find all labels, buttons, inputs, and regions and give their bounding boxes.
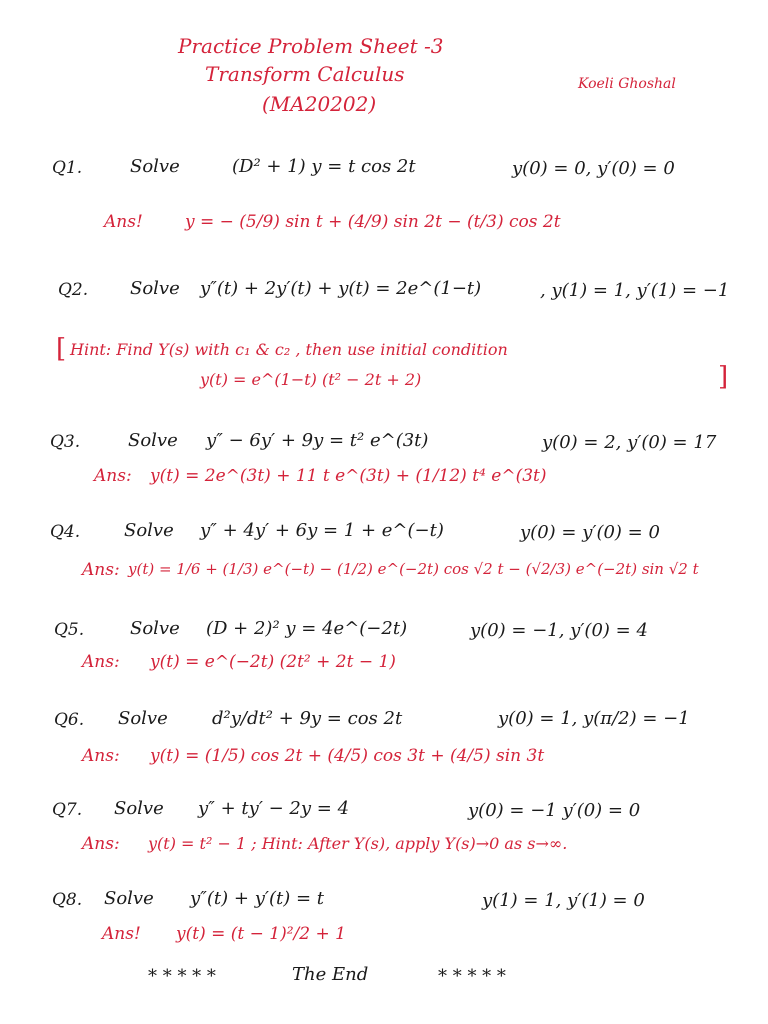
q2-hint-line1: Hint: Find Y(s) with c₁ & c₂ , then use initial condition xyxy=(70,340,508,359)
q7-equation: y″ + ty′ − 2y = 4 xyxy=(198,798,350,819)
q5-answer: y(t) = e^(−2t) (2t² + 2t − 1) xyxy=(150,652,396,672)
q5-equation: (D + 2)² y = 4e^(−2t) xyxy=(206,618,408,639)
q2-label: Q2. xyxy=(58,280,89,300)
q3-answer: y(t) = 2e^(3t) + 11 t e^(3t) + (1/12) t⁴ e^(3t) xyxy=(150,466,547,486)
q8-conditions: y(1) = 1, y′(1) = 0 xyxy=(482,890,645,911)
q4-verb: Solve xyxy=(124,520,174,541)
q6-equation: d²y/dt² + 9y = cos 2t xyxy=(212,708,403,729)
q4-answer: y(t) = 1/6 + (1/3) e^(−t) − (1/2) e^(−2t) cos √2 t − (√2/3) e^(−2t) sin √2 t xyxy=(128,560,699,578)
q6-label: Q6. xyxy=(54,710,85,730)
q8-answer-label: Ans! xyxy=(102,924,141,944)
q1-label: Q1. xyxy=(52,158,83,178)
author-name: Koeli Ghoshal xyxy=(578,76,676,92)
q5-conditions: y(0) = −1, y′(0) = 4 xyxy=(470,620,648,641)
q5-answer-label: Ans: xyxy=(82,652,120,672)
end-stars-right: * * * * * xyxy=(438,966,506,987)
sheet-title-line1: Practice Problem Sheet -3 xyxy=(178,34,444,58)
q2-equation: y″(t) + 2y′(t) + y(t) = 2e^(1−t) xyxy=(200,278,482,299)
sheet-title-line2: Transform Calculus xyxy=(205,62,405,86)
q1-conditions: y(0) = 0, y′(0) = 0 xyxy=(512,158,675,179)
q8-equation: y″(t) + y′(t) = t xyxy=(190,888,324,909)
q7-conditions: y(0) = −1 y′(0) = 0 xyxy=(468,800,641,821)
q6-verb: Solve xyxy=(118,708,168,729)
q2-conditions: , y(1) = 1, y′(1) = −1 xyxy=(540,280,730,301)
q4-label: Q4. xyxy=(50,522,81,542)
q5-label: Q5. xyxy=(54,620,85,640)
q6-conditions: y(0) = 1, y(π/2) = −1 xyxy=(498,708,690,729)
q1-answer-label: Ans! xyxy=(104,212,143,232)
q3-answer-label: Ans: xyxy=(94,466,132,486)
sheet-title-line3: (MA20202) xyxy=(262,92,377,116)
q4-conditions: y(0) = y′(0) = 0 xyxy=(520,522,660,543)
q6-answer: y(t) = (1/5) cos 2t + (4/5) cos 3t + (4/5) sin 3t xyxy=(150,746,545,766)
end-text: The End xyxy=(292,964,369,985)
q7-verb: Solve xyxy=(114,798,164,819)
q2-hint-line2: y(t) = e^(1−t) (t² − 2t + 2) xyxy=(200,370,422,389)
q8-answer: y(t) = (t − 1)²/2 + 1 xyxy=(176,924,346,944)
q3-equation: y″ − 6y′ + 9y = t² e^(3t) xyxy=(206,430,429,451)
q2-hint-bracket-open: [ xyxy=(56,334,67,364)
q4-equation: y″ + 4y′ + 6y = 1 + e^(−t) xyxy=(200,520,444,541)
end-stars-left: * * * * * xyxy=(148,966,216,987)
q1-answer: y = − (5/9) sin t + (4/9) sin 2t − (t/3) cos 2t xyxy=(185,212,561,232)
q7-label: Q7. xyxy=(52,800,83,820)
q2-verb: Solve xyxy=(130,278,180,299)
q7-answer-label: Ans: xyxy=(82,834,120,854)
q4-answer-label: Ans: xyxy=(82,560,120,580)
q1-equation: (D² + 1) y = t cos 2t xyxy=(232,156,416,177)
q1-verb: Solve xyxy=(130,156,180,177)
q3-verb: Solve xyxy=(128,430,178,451)
q3-conditions: y(0) = 2, y′(0) = 17 xyxy=(542,432,717,453)
q8-label: Q8. xyxy=(52,890,83,910)
q6-answer-label: Ans: xyxy=(82,746,120,766)
q3-label: Q3. xyxy=(50,432,81,452)
q7-answer: y(t) = t² − 1 ; Hint: After Y(s), apply Y(s)→0 as s→∞. xyxy=(148,834,568,853)
q8-verb: Solve xyxy=(104,888,154,909)
q2-hint-bracket-close: ] xyxy=(718,362,729,392)
q5-verb: Solve xyxy=(130,618,180,639)
